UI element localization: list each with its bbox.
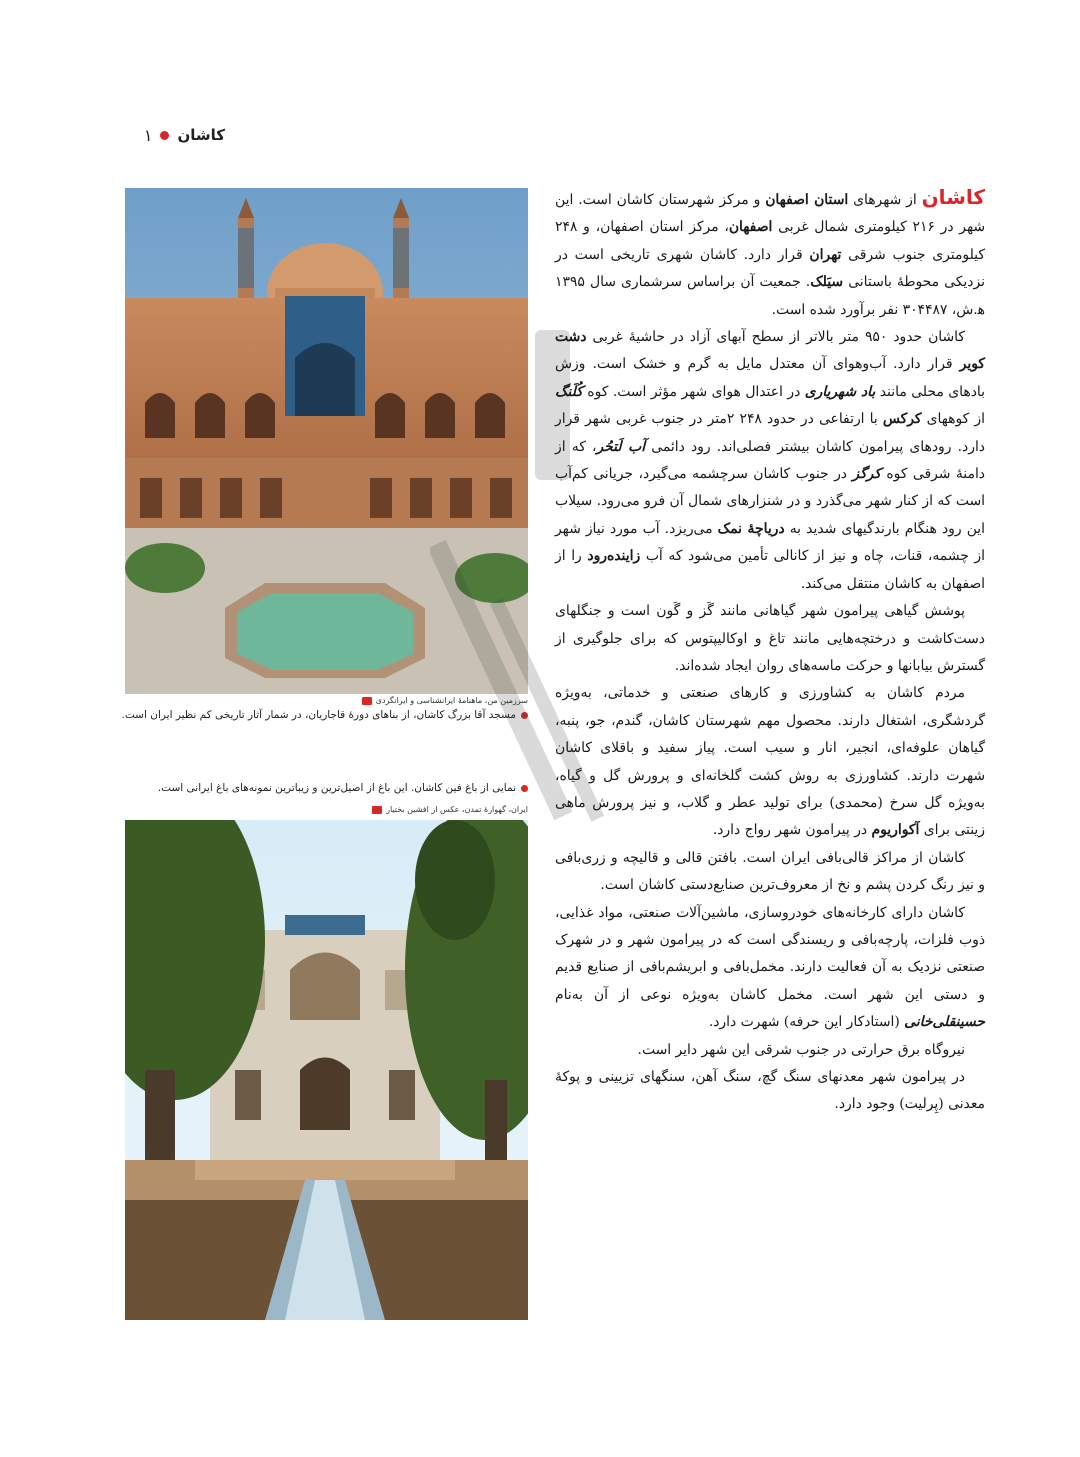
red-bullet-icon	[521, 785, 528, 792]
page-header	[115, 122, 225, 148]
text-span: کاشان دارای کارخانه‌های خودروسازی، ماشین‌آلات صنعتی، مواد غذایی، ذوب فلزات، پارچه‌بافی و ریسندگی است که در پیرامون شهر و در شهرک صنعتی نزدیک به آن فعالیت دارند. مخمل‌بافی و ابریشم‌بافی از صنایع قدیم و دستی این شهر است. مخمل کاشان به‌ویژه نوعی از آن به‌نام	[555, 904, 985, 1003]
photo-credit	[125, 696, 528, 705]
paragraph	[555, 900, 985, 1037]
bold-term: اصفهان	[728, 219, 773, 236]
text-span: در پیرامون شهر رواج دارد.	[712, 822, 872, 839]
text-span: (استادکار این حرفه) شهرت دارد.	[708, 1014, 905, 1031]
bold-term: تهران	[809, 246, 842, 263]
bold-term: دشت کویر	[555, 329, 985, 373]
bold-term: زاینده‌رود	[587, 548, 641, 565]
paragraph: کاشان از مراکز قالی‌بافی ایران است. بافتن قالی و قالیچه و زری‌بافی و نیز رنگ کردن پشم و نخ از معروف‌ترین صنایع‌دستی کاشان است.	[555, 849, 985, 894]
text-span: با ارتفاعی در حدود ۲۴۸ ۲متر در جنوب غربی شهر قرار دارد. رودهای پیرامون کاشان بیشتر فصلی‌اند. رود دائمی	[555, 411, 985, 455]
red-dot-icon	[160, 131, 169, 140]
bold-term: سیَلک	[810, 274, 844, 291]
article-lead-word: کاشان	[921, 185, 985, 209]
page-number: ۱	[143, 125, 153, 145]
red-bullet-icon	[521, 712, 528, 719]
text-span: قرار دارد. آب‌وهوای آن معتدل مایل به گرم و خشک است. وزش بادهای محلی مانند	[555, 356, 985, 400]
figure-caption	[125, 782, 528, 794]
paragraph: پوشش گیاهی پیرامون شهر گیاهانی مانند گَز و گَون است و جنگلهای دست‌کاشت و درختچه‌هایی مانند تاغ و اوکالیپتوس که برای جلوگیری از گسترش بیابانها و حرکت ماسه‌های روان ایجاد شده‌اند.	[555, 603, 985, 674]
credit-text: سرزمین من، ماهنامهٔ ایرانشناسی و ایرانگردی	[375, 696, 528, 705]
bold-term: حسینقلی‌خانی	[904, 1014, 985, 1031]
bold-term: آب لَتحُر	[596, 438, 646, 455]
text-span: می‌ریزد. آب مورد نیاز شهر از چشمه، قنات، چاه و نیز از کانالی تأمین می‌شود که آب	[555, 520, 985, 565]
bold-term: آکواریوم	[871, 822, 920, 839]
paragraph	[555, 184, 985, 324]
caption-text: مسجد آقا بزرگ کاشان، از بناهای دورهٔ قاجاریان، در شمار آثار تاریخی کم نظیر ایران است.	[121, 709, 516, 721]
chapter-title: کاشان	[177, 126, 225, 144]
camera-icon	[362, 697, 372, 705]
article-body	[555, 184, 985, 1334]
text-span: مردم کاشان به کشاورزی و کارهای صنعتی و خدماتی، به‌ویژه گردشگری، اشتغال دارند. محصول مهم شهرستان کاشان، گندم، جو، پنبه، گیاهان علوفه‌ای، انجیر، انار و سیب است. پیاز سفید و باقلای کاشان شهرت دارند. کشاورزی به روش کشت گلخانه‌ای و پرورش گل و گیاه، به‌ویژه گل سرخ (محمدی) برای تولید عطر و گلاب، و نیز پرورش ماهی زینتی برای	[555, 685, 985, 839]
paragraph	[555, 680, 985, 844]
bold-term: کُلَنگ	[555, 383, 583, 400]
credit-text: ایران، گهوارهٔ تمدن، عکس از افشین بختیار	[386, 805, 528, 814]
text-span: را از اصفهان به کاشان منتقل می‌کند.	[555, 548, 985, 592]
paragraph: نیروگاه برق حرارتی در جنوب شرقی این شهر دایر است.	[637, 1041, 965, 1058]
text-span: در اعتدال هوای شهر مؤثر است. کوه	[582, 383, 805, 400]
bold-term: استان اصفهان	[765, 192, 849, 208]
camera-icon	[372, 806, 382, 814]
mosque-photo	[125, 188, 528, 694]
text-span: قرار دارد. کاشان شهری تاریخی است در نزدیکی محوطهٔ باستانی	[555, 246, 985, 291]
fin-garden-photo	[125, 820, 528, 1320]
photo-credit	[125, 805, 528, 814]
paragraph	[555, 324, 985, 598]
caption-text: نمایی از باغ فین کاشان. این باغ از اصیل‌ترین و زیباترین نمونه‌های باغ ایرانی است.	[157, 782, 516, 794]
bold-term: باد شهریاری	[804, 383, 876, 400]
bold-term: دریاچهٔ نمک	[717, 520, 785, 537]
text-span: از شهرهای	[848, 192, 922, 208]
text-span: از کوههای	[921, 411, 985, 428]
text-span: ، که از دامنهٔ شرقی کوه	[555, 438, 985, 483]
figure-caption	[121, 709, 528, 721]
bold-term: کرکس	[882, 411, 922, 428]
paragraph: در پیرامون شهر معدنهای سنگ گچ، سنگ آهن، سنگهای تزیینی و پوکهٔ معدنی (پِرلیت) وجود دارد.	[555, 1069, 985, 1113]
text-span: . جمعیت آن براساس سرشماری سال ۱۳۹۵ ه‍.ش، ۳۰۴۴۸۷ نفر برآورد شده است.	[555, 274, 985, 318]
text-span: کاشان حدود ۹۵۰ متر بالاتر از سطح آبهای آزاد در حاشیهٔ غربی	[586, 329, 965, 346]
text-span: و مرکز شهرستان کاشان است. این شهر در ۲۱۶ کیلومتری شمال غربی	[555, 192, 985, 236]
bold-term: کرگز	[852, 466, 881, 483]
text-span: ، مرکز استان اصفهان، و ۲۴۸ کیلومتری جنوب شرقی	[555, 219, 985, 263]
text-span: در جنوب کاشان سرچشمه می‌گیرد، جریانی کم‌آب است که از کنار شهر می‌گذرد و در شنزارهای شمال آن فرو می‌رود. سیلاب این رود هنگام بارندگیهای شدید به	[555, 466, 985, 537]
